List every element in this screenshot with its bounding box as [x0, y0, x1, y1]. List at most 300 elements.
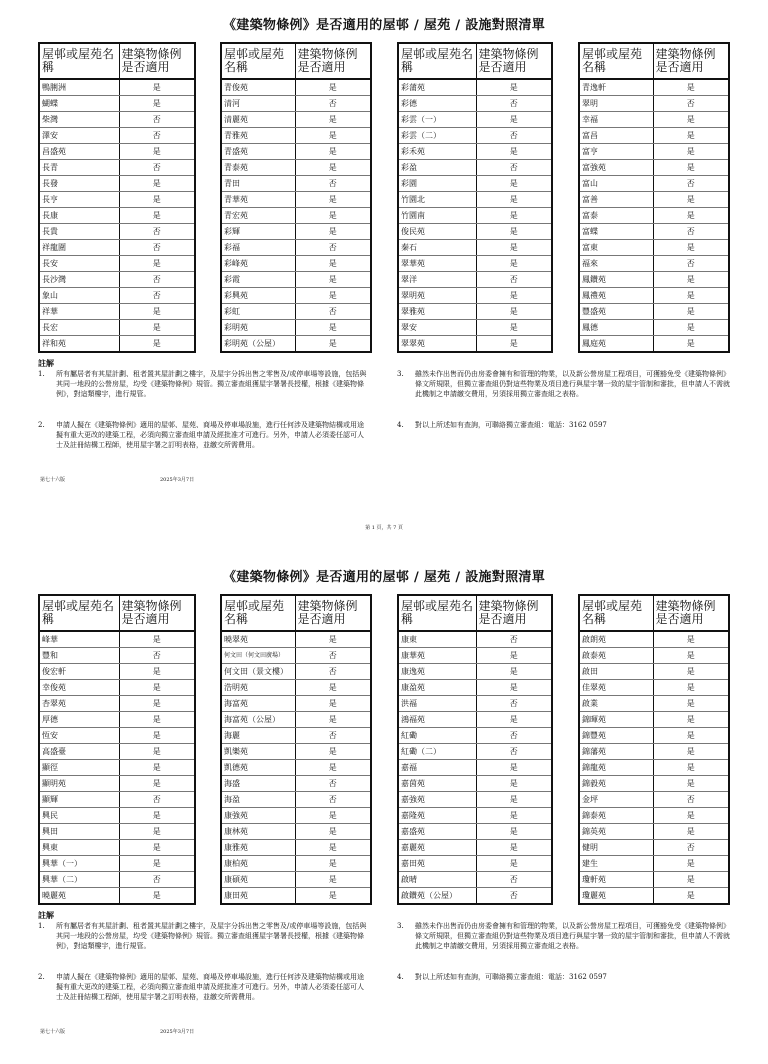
applicable-value: 否 — [119, 224, 195, 240]
table-row — [398, 224, 552, 240]
table-row — [221, 680, 371, 696]
applicable-value: 是 — [119, 336, 195, 353]
applicable-value: 否 — [295, 728, 371, 744]
estate-name: 顯明苑 — [39, 776, 119, 792]
estate-name: 長康 — [39, 208, 119, 224]
applicable-value: 是 — [476, 288, 552, 304]
table-row — [39, 648, 195, 664]
table-row — [39, 240, 195, 256]
table-row — [221, 96, 371, 112]
table-row — [39, 288, 195, 304]
applicable-value: 是 — [295, 888, 371, 905]
applicable-value: 否 — [653, 96, 729, 112]
estate-name: 長青 — [39, 160, 119, 176]
table-row — [579, 744, 729, 760]
estate-name: 凱德苑 — [221, 760, 295, 776]
applicable-value: 是 — [653, 304, 729, 320]
table-row — [221, 872, 371, 888]
estate-name: 鳳禮苑 — [579, 288, 653, 304]
applicable-value: 是 — [119, 664, 195, 680]
applicable-value: 是 — [295, 856, 371, 872]
estate-name: 富泰 — [579, 208, 653, 224]
table-row — [221, 792, 371, 808]
applicable-value: 是 — [653, 79, 729, 96]
column-header-name: 屋邨或屋苑名稱 — [221, 43, 295, 79]
applicable-value: 否 — [295, 96, 371, 112]
estate-name: 何文田（景文樓） — [221, 664, 295, 680]
note-3: 3. 雖然未作出售而仍由房委會擁有和管理的物業，以及新公營房屋工程項目，可獲豁免受《建築物條例》條文所規限，但獨立審查組仍對這些物業及項目進行與屋宇署一致的屋宇管制和審批，但申請人不需就此機制之申請繳交費用，另須採用獨立審查組之表格。 — [397, 922, 730, 950]
applicable-value: 是 — [119, 712, 195, 728]
estate-name: 嘉田苑 — [398, 856, 476, 872]
applicable-value: 否 — [119, 272, 195, 288]
estate-name: 啟晴 — [398, 872, 476, 888]
applicable-value: 否 — [476, 696, 552, 712]
estate-name: 青華苑 — [221, 192, 295, 208]
estate-name: 興華（二） — [39, 872, 119, 888]
estate-name: 富山 — [579, 176, 653, 192]
applicable-value: 是 — [476, 856, 552, 872]
applicable-value: 是 — [653, 336, 729, 353]
table-row — [398, 144, 552, 160]
applicable-value: 是 — [295, 744, 371, 760]
table-row — [39, 664, 195, 680]
table-row — [39, 128, 195, 144]
estate-name: 蝴蝶 — [39, 96, 119, 112]
applicable-value: 是 — [476, 176, 552, 192]
estate-table-3 — [397, 42, 553, 353]
table-row — [221, 712, 371, 728]
estate-name: 豐盛苑 — [579, 304, 653, 320]
estate-name: 瓊軒苑 — [579, 872, 653, 888]
table-row — [221, 128, 371, 144]
column-header-name: 屋邨或屋苑名稱 — [398, 595, 476, 631]
applicable-value: 是 — [476, 240, 552, 256]
applicable-value: 否 — [119, 792, 195, 808]
applicable-value: 是 — [295, 336, 371, 353]
estate-name: 錦豐苑 — [579, 728, 653, 744]
table-row — [398, 112, 552, 128]
estate-name: 海盈 — [221, 792, 295, 808]
estate-name: 彩輝 — [221, 224, 295, 240]
applicable-value: 是 — [653, 664, 729, 680]
table-row — [579, 631, 729, 648]
table-row — [39, 728, 195, 744]
estate-name: 恆安 — [39, 728, 119, 744]
estate-name: 啟朗苑 — [579, 631, 653, 648]
estate-name: 嘉盛苑 — [398, 824, 476, 840]
table-row — [398, 728, 552, 744]
applicable-value: 是 — [476, 256, 552, 272]
applicable-value: 是 — [119, 808, 195, 824]
column-header-applicable: 建築物條例是否適用 — [119, 595, 195, 631]
table-row — [579, 288, 729, 304]
applicable-value: 是 — [653, 240, 729, 256]
applicable-value: 否 — [653, 176, 729, 192]
table-row — [579, 872, 729, 888]
column-header-name: 屋邨或屋苑名稱 — [39, 595, 119, 631]
applicable-value: 否 — [119, 648, 195, 664]
estate-name: 彩霞 — [221, 272, 295, 288]
table-row — [579, 96, 729, 112]
table-row — [221, 192, 371, 208]
estate-table-1 — [38, 594, 196, 905]
applicable-value: 是 — [653, 776, 729, 792]
table-row — [221, 79, 371, 96]
applicable-value: 是 — [119, 631, 195, 648]
table-row — [39, 744, 195, 760]
estate-name: 翠明苑 — [398, 288, 476, 304]
applicable-value: 是 — [653, 128, 729, 144]
applicable-value: 是 — [476, 208, 552, 224]
table-row — [39, 96, 195, 112]
column-header-applicable: 建築物條例是否適用 — [295, 595, 371, 631]
applicable-value: 是 — [119, 144, 195, 160]
table-row — [398, 792, 552, 808]
applicable-value: 是 — [476, 112, 552, 128]
estate-name: 何文田（何文田廣場） — [221, 648, 295, 664]
applicable-value: 是 — [295, 272, 371, 288]
table-row — [398, 128, 552, 144]
applicable-value: 是 — [119, 208, 195, 224]
applicable-value: 是 — [295, 840, 371, 856]
table-row — [398, 336, 552, 353]
applicable-value: 是 — [476, 304, 552, 320]
estate-name: 青宏苑 — [221, 208, 295, 224]
table-row — [579, 856, 729, 872]
estate-name: 柴灣 — [39, 112, 119, 128]
applicable-value: 否 — [476, 728, 552, 744]
estate-name: 長宏 — [39, 320, 119, 336]
applicable-value: 是 — [653, 712, 729, 728]
estate-name: 浩明苑 — [221, 680, 295, 696]
estate-name: 高盛臺 — [39, 744, 119, 760]
table-row — [579, 840, 729, 856]
applicable-value: 是 — [476, 192, 552, 208]
estate-name: 青泰苑 — [221, 160, 295, 176]
applicable-value: 是 — [295, 224, 371, 240]
table-row — [39, 856, 195, 872]
applicable-value: 否 — [653, 840, 729, 856]
estate-name: 康華苑 — [398, 648, 476, 664]
estate-name: 祥龍圍 — [39, 240, 119, 256]
document-title: 《建築物條例》是否適用的屋邨 / 屋苑 / 設施對照清單 — [223, 18, 545, 33]
estate-name: 康強苑 — [221, 808, 295, 824]
estate-name: 翠安 — [398, 320, 476, 336]
applicable-value: 是 — [653, 272, 729, 288]
table-row — [39, 680, 195, 696]
estate-name: 鳳德 — [579, 320, 653, 336]
table-row — [39, 160, 195, 176]
estate-name: 海盛 — [221, 776, 295, 792]
estate-name: 清河 — [221, 96, 295, 112]
table-row — [221, 744, 371, 760]
table-row — [579, 888, 729, 905]
estate-name: 彩雲（一） — [398, 112, 476, 128]
estate-name: 富東 — [579, 240, 653, 256]
applicable-value: 否 — [119, 160, 195, 176]
applicable-value: 是 — [476, 648, 552, 664]
estate-name: 海富苑 — [221, 696, 295, 712]
estate-name: 富昌 — [579, 128, 653, 144]
estate-name: 康碩苑 — [221, 872, 295, 888]
estate-name: 嘉隆苑 — [398, 808, 476, 824]
notes-heading: 註解 — [38, 910, 54, 920]
table-row — [39, 712, 195, 728]
estate-name: 金坪 — [579, 792, 653, 808]
note-1: 1. 所有屬居者有其屋計劃、租者置其屋計劃之樓宇，及屋宇分拆出售之零售及/或停車場等設施，包括與其同一地段的公營房屋，均受《建築物條例》規管。獨立審查組獲屋宇署署長授權，根據《建築物條例》，對這類樓宇，進行規管。 — [38, 370, 367, 398]
table-row — [579, 336, 729, 353]
estate-name: 祥華 — [39, 304, 119, 320]
estate-table-3 — [397, 594, 553, 905]
notes-heading: 註解 — [38, 358, 54, 368]
estate-name: 啟泰苑 — [579, 648, 653, 664]
table-row — [579, 208, 729, 224]
applicable-value: 否 — [295, 776, 371, 792]
estate-name: 俊民苑 — [398, 224, 476, 240]
applicable-value: 是 — [295, 712, 371, 728]
table-row — [39, 776, 195, 792]
table-row — [398, 664, 552, 680]
estate-name: 鴨脷洲 — [39, 79, 119, 96]
estate-name: 彩禾苑 — [398, 144, 476, 160]
estate-name: 竹園北 — [398, 192, 476, 208]
estate-name: 海富苑（公屋） — [221, 712, 295, 728]
table-row — [579, 680, 729, 696]
applicable-value: 是 — [653, 648, 729, 664]
estate-name: 長沙灣 — [39, 272, 119, 288]
estate-table-4 — [578, 42, 730, 353]
applicable-value: 否 — [476, 128, 552, 144]
applicable-value: 是 — [295, 872, 371, 888]
estate-name: 富亨 — [579, 144, 653, 160]
publish-date: 2025年3月7日 — [160, 477, 195, 483]
applicable-value: 是 — [295, 288, 371, 304]
applicable-value: 是 — [653, 112, 729, 128]
table-row — [221, 696, 371, 712]
applicable-value: 是 — [653, 631, 729, 648]
page-number: 第 1 頁，共 7 頁 — [365, 525, 403, 531]
applicable-value: 是 — [295, 680, 371, 696]
table-row — [39, 631, 195, 648]
applicable-value: 否 — [295, 240, 371, 256]
estate-name: 佳翠苑 — [579, 680, 653, 696]
estate-name: 青俊苑 — [221, 79, 295, 96]
estate-name: 青逸軒 — [579, 79, 653, 96]
applicable-value: 是 — [295, 144, 371, 160]
table-row — [579, 712, 729, 728]
applicable-value: 是 — [295, 112, 371, 128]
estate-name: 翠雅苑 — [398, 304, 476, 320]
note-1: 1. 所有屬居者有其屋計劃、租者置其屋計劃之樓宇，及屋宇分拆出售之零售及/或停車場等設施，包括與其同一地段的公營房屋，均受《建築物條例》規管。獨立審查組獲屋宇署署長授權，根據《建築物條例》，對這類樓宇，進行規管。 — [38, 922, 367, 950]
table-row — [221, 728, 371, 744]
applicable-value: 是 — [476, 840, 552, 856]
estate-name: 厚德 — [39, 712, 119, 728]
applicable-value: 是 — [119, 760, 195, 776]
note-4: 4. 對以上所述如有查詢，可聯絡獨立審查組：電話：3162 0597 — [397, 421, 607, 429]
table-row — [398, 648, 552, 664]
estate-name: 彩德 — [398, 96, 476, 112]
applicable-value: 是 — [476, 680, 552, 696]
column-header-applicable: 建築物條例是否適用 — [653, 43, 729, 79]
applicable-value: 是 — [295, 192, 371, 208]
table-row — [221, 840, 371, 856]
table-row — [398, 824, 552, 840]
applicable-value: 是 — [653, 696, 729, 712]
applicable-value: 否 — [476, 888, 552, 905]
estate-name: 彩興苑 — [221, 288, 295, 304]
table-row — [579, 824, 729, 840]
table-row — [221, 304, 371, 320]
estate-name: 富蝶 — [579, 224, 653, 240]
applicable-value: 是 — [653, 888, 729, 905]
table-row — [221, 648, 371, 664]
estate-name: 彩明苑 — [221, 320, 295, 336]
note-2: 2. 申請人擬在《建築物條例》適用的屋邨、屋苑、商場及停車場設施，進行任何涉及建築物結構或用途擬有重大更改的建築工程，必須向獨立審查組申請及經批准才可進行。另外，申請人必須委任認可人士及註冊結構工程師，使用屋宇署之訂明表格，並繳交所需費用。 — [38, 973, 364, 1001]
table-row — [398, 272, 552, 288]
estate-name: 嘉麗苑 — [398, 840, 476, 856]
applicable-value: 是 — [119, 96, 195, 112]
estate-name: 紅磡 — [398, 728, 476, 744]
estate-table-1 — [38, 42, 196, 353]
estate-name: 嘉強苑 — [398, 792, 476, 808]
table-row — [39, 224, 195, 240]
applicable-value: 否 — [119, 872, 195, 888]
applicable-value: 是 — [119, 320, 195, 336]
table-row — [39, 256, 195, 272]
estate-name: 長安 — [39, 256, 119, 272]
estate-name: 長發 — [39, 176, 119, 192]
applicable-value: 是 — [119, 744, 195, 760]
applicable-value: 是 — [653, 320, 729, 336]
table-row — [39, 808, 195, 824]
table-row — [398, 176, 552, 192]
estate-name: 富善 — [579, 192, 653, 208]
table-row — [221, 144, 371, 160]
applicable-value: 是 — [295, 696, 371, 712]
applicable-value: 是 — [295, 79, 371, 96]
table-row — [579, 776, 729, 792]
applicable-value: 是 — [653, 824, 729, 840]
table-row — [398, 631, 552, 648]
estate-name: 凱樂苑 — [221, 744, 295, 760]
applicable-value: 是 — [653, 680, 729, 696]
estate-name: 嘉茵苑 — [398, 776, 476, 792]
applicable-value: 是 — [476, 776, 552, 792]
column-header-name: 屋邨或屋苑名稱 — [398, 43, 476, 79]
applicable-value: 是 — [653, 144, 729, 160]
estate-name: 彩虹 — [221, 304, 295, 320]
applicable-value: 是 — [476, 320, 552, 336]
applicable-value: 否 — [653, 224, 729, 240]
table-row — [398, 320, 552, 336]
applicable-value: 是 — [119, 776, 195, 792]
estate-name: 錦英苑 — [579, 824, 653, 840]
table-row — [221, 336, 371, 353]
table-row — [398, 240, 552, 256]
table-row — [398, 192, 552, 208]
applicable-value: 是 — [653, 728, 729, 744]
table-row — [221, 760, 371, 776]
estate-name: 瓊麗苑 — [579, 888, 653, 905]
table-row — [579, 728, 729, 744]
estate-name: 康逸苑 — [398, 664, 476, 680]
column-header-applicable: 建築物條例是否適用 — [476, 43, 552, 79]
table-row — [221, 256, 371, 272]
table-row — [579, 128, 729, 144]
estate-name: 康柏苑 — [221, 856, 295, 872]
applicable-value: 否 — [295, 176, 371, 192]
applicable-value: 否 — [653, 792, 729, 808]
estate-name: 錦毅苑 — [579, 776, 653, 792]
estate-name: 啟業 — [579, 696, 653, 712]
estate-name: 曉翠苑 — [221, 631, 295, 648]
applicable-value: 是 — [295, 320, 371, 336]
table-row — [398, 208, 552, 224]
table-row — [39, 824, 195, 840]
table-row — [579, 256, 729, 272]
table-row — [39, 872, 195, 888]
table-row — [221, 272, 371, 288]
estate-name: 顯徑 — [39, 760, 119, 776]
table-row — [579, 79, 729, 96]
estate-name: 啟田 — [579, 664, 653, 680]
table-row — [398, 872, 552, 888]
applicable-value: 是 — [476, 224, 552, 240]
estate-name: 康雅苑 — [221, 840, 295, 856]
table-row — [221, 776, 371, 792]
applicable-value: 是 — [476, 760, 552, 776]
table-row — [579, 320, 729, 336]
estate-name: 康林苑 — [221, 824, 295, 840]
table-row — [221, 888, 371, 905]
table-row — [398, 79, 552, 96]
applicable-value: 是 — [476, 79, 552, 96]
table-row — [398, 776, 552, 792]
estate-name: 彩明苑（公屋） — [221, 336, 295, 353]
estate-name: 竹園南 — [398, 208, 476, 224]
applicable-value: 是 — [653, 160, 729, 176]
applicable-value: 是 — [476, 664, 552, 680]
estate-name: 康田苑 — [221, 888, 295, 905]
table-row — [39, 208, 195, 224]
estate-name: 象山 — [39, 288, 119, 304]
table-row — [221, 808, 371, 824]
applicable-value: 否 — [476, 96, 552, 112]
applicable-value: 否 — [295, 664, 371, 680]
document-title: 《建築物條例》是否適用的屋邨 / 屋苑 / 設施對照清單 — [223, 570, 545, 585]
table-row — [221, 631, 371, 648]
applicable-value: 是 — [653, 288, 729, 304]
table-row — [579, 696, 729, 712]
note-2: 2. 申請人擬在《建築物條例》適用的屋邨、屋苑、商場及停車場設施，進行任何涉及建築物結構或用途擬有重大更改的建築工程，必須向獨立審查組申請及經批准才可進行。另外，申請人必須委任認可人士及註冊結構工程師，使用屋宇署之訂明表格，並繳交所需費用。 — [38, 421, 364, 449]
estate-name: 翠華苑 — [398, 256, 476, 272]
table-row — [221, 824, 371, 840]
table-row — [398, 680, 552, 696]
table-row — [398, 760, 552, 776]
table-row — [579, 792, 729, 808]
estate-name: 海麗 — [221, 728, 295, 744]
table-row — [39, 888, 195, 905]
applicable-value: 否 — [295, 648, 371, 664]
estate-name: 鴻福苑 — [398, 712, 476, 728]
table-row — [579, 304, 729, 320]
table-row — [39, 272, 195, 288]
table-row — [398, 744, 552, 760]
estate-name: 青雅苑 — [221, 128, 295, 144]
table-row — [579, 224, 729, 240]
table-row — [579, 240, 729, 256]
table-row — [221, 176, 371, 192]
